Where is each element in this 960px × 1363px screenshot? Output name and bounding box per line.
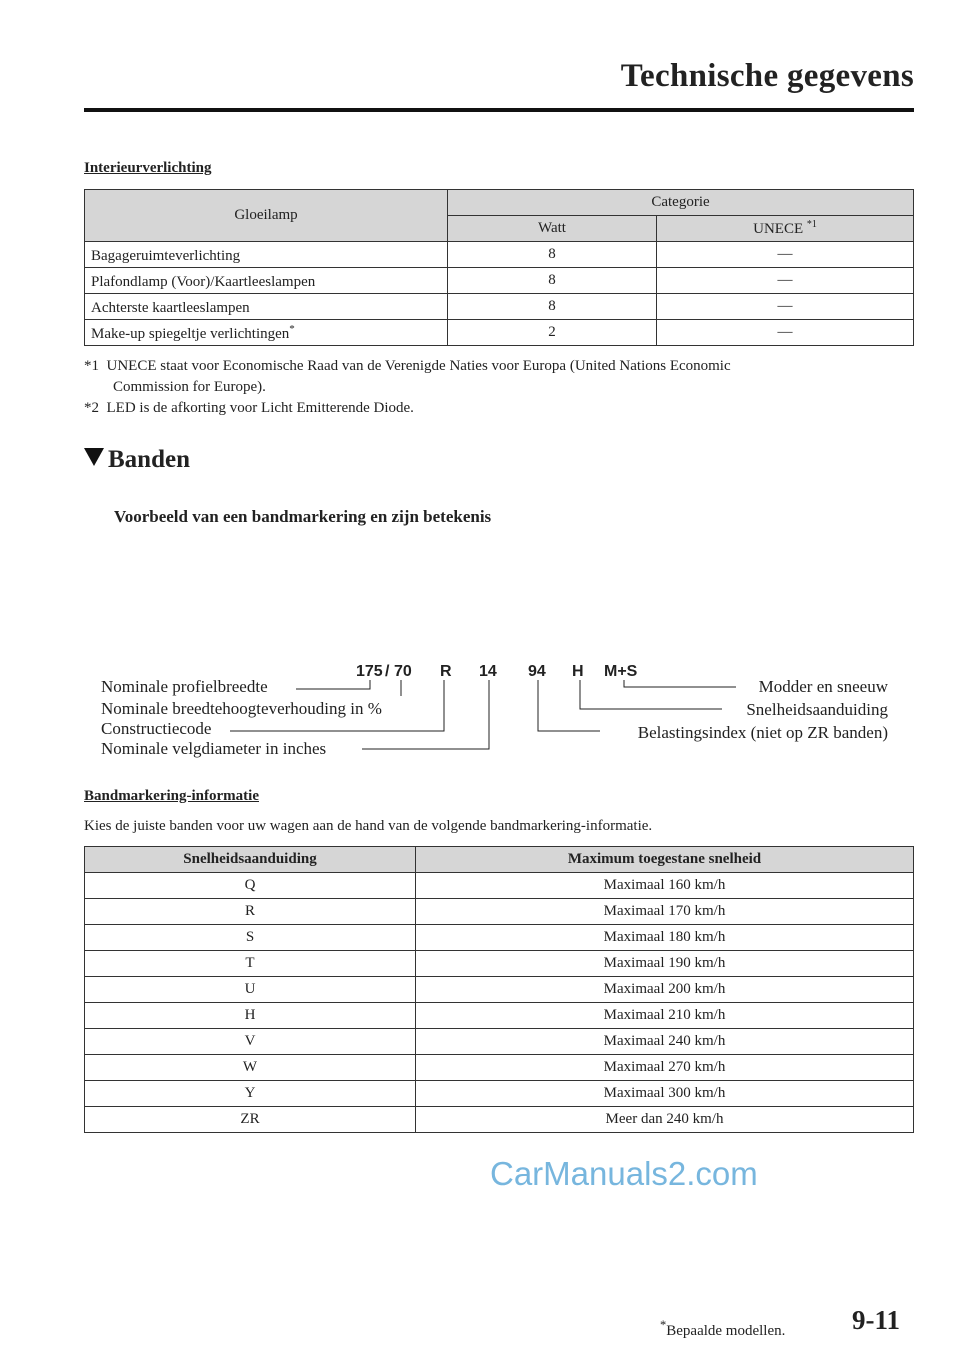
bulb-name: Bagageruimteverlichting	[85, 242, 448, 268]
unece-value: —	[657, 294, 914, 320]
label-load-index: Belastingsindex (niet op ZR banden)	[637, 723, 888, 742]
code-ratio: 70	[394, 663, 412, 680]
watermark: CarManuals2.com	[490, 1155, 758, 1192]
table-row	[85, 1107, 914, 1133]
leader-mud-snow	[624, 680, 736, 687]
col-rating-header: Snelheidsaanduiding	[85, 847, 416, 873]
leader-speed	[580, 680, 722, 709]
unece-value: —	[657, 320, 914, 346]
speed-code: R	[85, 899, 416, 925]
watt-value: 8	[448, 294, 657, 320]
col-watt-header: Watt	[448, 216, 657, 242]
watt-value: 2	[448, 320, 657, 346]
table-row	[85, 899, 914, 925]
footnote-2-mark: *2	[84, 400, 99, 416]
interior-lighting-heading: Interieurverlichting	[84, 160, 212, 176]
table-row	[85, 951, 914, 977]
tire-info-heading: Bandmarkering-informatie	[84, 788, 259, 804]
speed-code: U	[85, 977, 416, 1003]
speed-code: ZR	[85, 1107, 416, 1133]
leader-profile-width	[296, 680, 370, 689]
unece-value: —	[657, 268, 914, 294]
col-max-speed-header: Maximum toegestane snelheid	[416, 847, 914, 873]
speed-rating-table	[84, 846, 914, 1133]
label-mud-snow: Modder en sneeuw	[758, 677, 888, 696]
code-width: 175	[356, 663, 383, 680]
table-row	[85, 1055, 914, 1081]
tire-code	[356, 663, 638, 680]
table-row	[85, 873, 914, 899]
speed-code: S	[85, 925, 416, 951]
code-slash: /	[385, 663, 390, 680]
watt-value: 8	[448, 242, 657, 268]
code-load: 94	[528, 663, 546, 680]
max-speed: Maximaal 190 km/h	[416, 951, 914, 977]
max-speed: Maximaal 170 km/h	[416, 899, 914, 925]
label-rim-diameter: Nominale velgdiameter in inches	[101, 739, 327, 758]
label-profile-width: Nominale profielbreedte	[101, 677, 268, 696]
speed-code: H	[85, 1003, 416, 1029]
max-speed: Maximaal 180 km/h	[416, 925, 914, 951]
max-speed: Meer dan 240 km/h	[416, 1107, 914, 1133]
tires-section-heading: Banden	[84, 446, 190, 474]
col-category-header: Categorie	[448, 190, 914, 216]
code-construction: R	[440, 663, 452, 680]
max-speed: Maximaal 200 km/h	[416, 977, 914, 1003]
leader-load	[538, 680, 600, 731]
code-rim: 14	[479, 663, 497, 680]
speed-code: V	[85, 1029, 416, 1055]
footer-note: *Bepaalde modellen.	[660, 1318, 786, 1339]
watt-value: 8	[448, 268, 657, 294]
label-aspect-ratio: Nominale breedtehoogteverhouding in %	[101, 699, 382, 718]
page-number: 9-11	[852, 1305, 901, 1335]
footnote-2-text: LED is de afkorting voor Licht Emitterende Diode.	[106, 400, 414, 416]
label-construction: Constructiecode	[101, 719, 212, 738]
code-speed: H	[572, 663, 584, 680]
unece-value: —	[657, 242, 914, 268]
max-speed: Maximaal 210 km/h	[416, 1003, 914, 1029]
speed-code: Q	[85, 873, 416, 899]
max-speed: Maximaal 300 km/h	[416, 1081, 914, 1107]
footnote-1-mark: *1	[84, 358, 99, 374]
table-row	[85, 1003, 914, 1029]
col-bulb-header: Gloeilamp	[85, 190, 448, 242]
tire-example-title: Voorbeeld van een bandmarkering en zijn betekenis	[114, 507, 492, 526]
max-speed: Maximaal 240 km/h	[416, 1029, 914, 1055]
bulb-name: Achterste kaartleeslampen	[85, 294, 448, 320]
speed-code: W	[85, 1055, 416, 1081]
footnote-1-line1: UNECE staat voor Economische Raad van de Verenigde Naties voor Europa (United Nations Economic	[106, 358, 731, 374]
max-speed: Maximaal 160 km/h	[416, 873, 914, 899]
page-title: Technische gegevens	[620, 58, 914, 94]
code-mud-snow: M+S	[604, 663, 638, 680]
footnote-1-line2: Commission for Europe).	[113, 379, 266, 395]
table-row	[85, 1081, 914, 1107]
table-row	[85, 1029, 914, 1055]
tire-info-text: Kies de juiste banden voor uw wagen aan de hand van de volgende bandmarkering-informatie.	[84, 818, 653, 834]
speed-code: T	[85, 951, 416, 977]
speed-code: Y	[85, 1081, 416, 1107]
label-speed-rating: Snelheidsaanduiding	[746, 700, 888, 719]
bulb-name: Plafondlamp (Voor)/Kaartleeslampen	[85, 268, 448, 294]
max-speed: Maximaal 270 km/h	[416, 1055, 914, 1081]
table-row	[85, 977, 914, 1003]
col-unece-header: UNECE $^{*1}$	[657, 216, 914, 242]
bulb-name: Make-up spiegeltje verlichtingen*	[85, 320, 448, 346]
table-row	[85, 925, 914, 951]
